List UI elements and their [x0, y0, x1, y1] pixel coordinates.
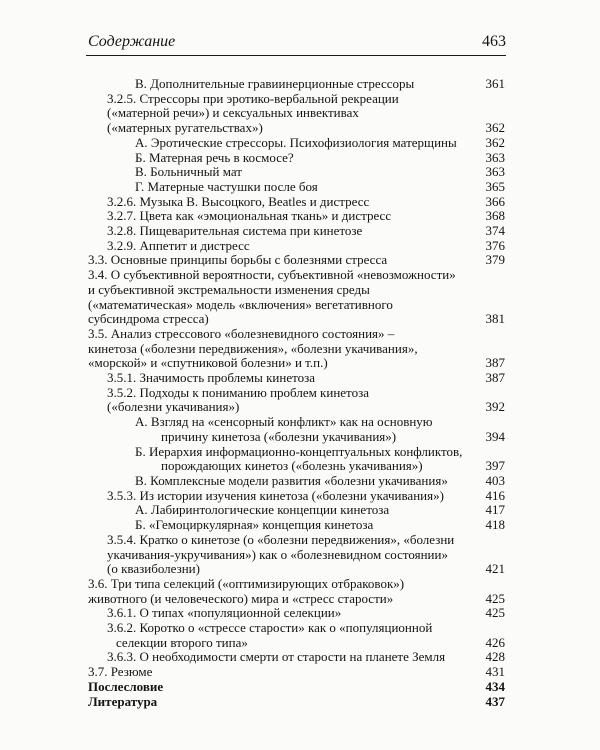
- toc-entry-line: В. Комплексные модели развития «болезни укачивания»: [135, 472, 448, 488]
- toc-entry: [88, 533, 505, 577]
- toc-entry: [88, 415, 505, 444]
- toc-entry-line: животного (и человеческого) мира и «стресс старости»: [88, 590, 394, 606]
- toc-entry-line: 3.4. О субъективной вероятности, субъективной «невозможности»: [88, 267, 456, 283]
- toc-entry: [88, 518, 505, 533]
- toc-page-number: 365: [485, 178, 505, 194]
- toc-entry-line: Литература: [88, 693, 158, 709]
- toc-entry-line: 3.2.5. Стрессоры при эротико-вербальной рекреации: [107, 90, 399, 106]
- toc-entry-line: («болезни укачивания»): [107, 399, 240, 415]
- running-title: Содержание: [88, 33, 176, 50]
- toc-entry: [88, 209, 505, 224]
- toc-entry-line: селекции второго типа»: [116, 634, 248, 650]
- toc-entry-line: Б. «Гемоциркулярная» концепция кинетоза: [135, 517, 374, 533]
- toc-entry-line: Г. Матерные частушки после боя: [135, 178, 318, 194]
- toc-entry-line: А. Эротические стрессоры. Психофизиология матерщины: [135, 134, 457, 150]
- toc-entry-line: («матерной речи») и сексуальных инвективах: [107, 105, 359, 121]
- toc-entry-line: 3.6. Три типа селекций («оптимизирующих отбраковок»): [88, 575, 405, 591]
- toc-page-number: 362: [485, 134, 505, 150]
- toc-entry: [88, 665, 505, 680]
- toc-page-number: 394: [485, 428, 505, 444]
- toc-entry-line: субсиндрома стресса): [88, 311, 209, 327]
- toc-entry-afterword: [88, 680, 505, 695]
- toc-entry-line: Послесловие: [88, 678, 164, 694]
- toc-entry: [88, 386, 505, 415]
- toc-page-number: 368: [485, 208, 505, 224]
- toc-page-number: 425: [485, 605, 505, 621]
- toc-entry-line: порождающих кинетоз («болезнь укачивания»): [161, 458, 423, 474]
- toc-entry-line: 3.7. Резюме: [88, 664, 153, 680]
- toc-entry-line: 3.3. Основные принципы борьбы с болезнями стресса: [88, 252, 388, 268]
- toc-page-number: 379: [485, 252, 505, 268]
- toc-page-number: 381: [485, 311, 505, 327]
- toc-entry: [88, 165, 505, 180]
- toc-page-number: 376: [485, 237, 505, 253]
- toc-entry: [88, 503, 505, 518]
- toc-entry-line: 3.2.8. Пищеварительная система при кинетозе: [107, 223, 363, 239]
- toc-entry: [88, 195, 505, 210]
- toc-page-number: 437: [485, 693, 505, 709]
- toc-entry: [88, 151, 505, 166]
- toc-entry-line: причину кинетоза («болезни укачивания»): [161, 428, 397, 444]
- toc-entry-line: (о квазиболезни): [107, 561, 200, 577]
- toc-entry-line: А. Лабиринтологические концепции кинетоза: [135, 502, 390, 518]
- toc-entry-line: 3.5.2. Подходы к пониманию проблем кинетоза: [107, 384, 369, 400]
- toc-entry-references: [88, 695, 505, 710]
- toc-page-number: 425: [485, 590, 505, 606]
- toc-page-number: 387: [485, 355, 505, 371]
- toc-entry-line: («математическая» модель «включения» вегетативного: [88, 296, 393, 312]
- toc-page-number: 361: [485, 76, 505, 91]
- toc-entry-line: «морской» и «спутниковой болезни» и т.п.): [88, 355, 328, 371]
- toc-entry: [88, 489, 505, 504]
- toc-page-number: 362: [485, 120, 505, 136]
- toc-entry-line: 3.2.7. Цвета как «эмоциональная ткань» и дистресс: [107, 208, 392, 224]
- toc-entry: [88, 180, 505, 195]
- toc-entry: [88, 621, 505, 650]
- page-number: 463: [482, 33, 506, 50]
- toc-page-number: 426: [485, 634, 505, 650]
- toc-entry-line: 3.2.6. Музыка В. Высоцкого, Beatles и дистресс: [107, 193, 370, 209]
- toc-page-number: 374: [485, 223, 505, 239]
- toc-entry-line: 3.2.9. Аппетит и дистресс: [107, 237, 250, 253]
- toc-entry-line: («матерных ругательствах»): [107, 120, 263, 136]
- toc-entry-line: 3.6.1. О типах «популяционной селекции»: [107, 605, 342, 621]
- running-header: [86, 31, 506, 56]
- toc-entry: [88, 371, 505, 386]
- toc-entry: [88, 474, 505, 489]
- toc-entry-line: В. Дополнительные гравиинерционные стрессоры: [135, 76, 415, 91]
- toc-page-number: 363: [485, 164, 505, 180]
- toc-page-number: 434: [485, 678, 505, 694]
- toc-page-number: 421: [485, 561, 505, 577]
- toc-entry: [88, 650, 505, 665]
- toc-entry-line: 3.5.3. Из истории изучения кинетоза («болезни укачивания»): [107, 487, 444, 503]
- toc-entry-line: А. Взгляд на «сенсорный конфликт» как на основную: [135, 414, 433, 430]
- toc-page-number: 403: [485, 472, 505, 488]
- toc-entry: [88, 77, 505, 92]
- toc-entry: [88, 136, 505, 151]
- toc-page-number: 366: [485, 193, 505, 209]
- toc-entry: [88, 445, 505, 474]
- toc-entry: [88, 92, 505, 136]
- toc-page-number: 392: [485, 399, 505, 415]
- toc-entry: [88, 253, 505, 268]
- toc-page-number: 363: [485, 149, 505, 165]
- toc-page-number: 428: [485, 649, 505, 665]
- toc-entry-line: Б. Иерархия информационно-концептуальных конфликтов,: [135, 443, 463, 459]
- toc-entry: [88, 268, 505, 327]
- toc-entry-line: 3.5.4. Кратко о кинетозе (о «болезни передвижения», «болезни: [107, 531, 455, 547]
- toc-entry-line: 3.6.2. Коротко о «стрессе старости» как о «популяционной: [107, 620, 433, 636]
- toc-entry: [88, 224, 505, 239]
- toc-page-number: 418: [485, 517, 505, 533]
- toc-entry-line: 3.5.1. Значимость проблемы кинетоза: [107, 370, 316, 386]
- toc-entry-line: кинетоза («болезни передвижения», «болезни укачивания»,: [88, 340, 418, 356]
- toc-entry: [88, 606, 505, 621]
- toc-entry-line: 3.6.3. О необходимости смерти от старости на планете Земля: [107, 649, 446, 665]
- toc-entry-line: укачивания-укручивания») как о «болезневидном состоянии»: [107, 546, 448, 562]
- toc-entry-line: и субъективной экстремальности изменения среды: [88, 281, 370, 297]
- toc-entry: [88, 327, 505, 371]
- toc-page-number: 387: [485, 370, 505, 386]
- toc-entry: [88, 239, 505, 254]
- toc-page-number: 416: [485, 487, 505, 503]
- toc-page-number: 417: [485, 502, 505, 518]
- toc-entry: [88, 577, 505, 606]
- toc-entry-line: В. Больничный мат: [135, 164, 242, 180]
- toc-page-number: 431: [485, 664, 505, 680]
- toc-page-number: 397: [485, 458, 505, 474]
- toc-entry-line: 3.5. Анализ стрессового «болезневидного состояния» –: [88, 325, 395, 341]
- toc-entry-line: Б. Матерная речь в космосе?: [135, 149, 294, 165]
- table-of-contents: [88, 77, 505, 709]
